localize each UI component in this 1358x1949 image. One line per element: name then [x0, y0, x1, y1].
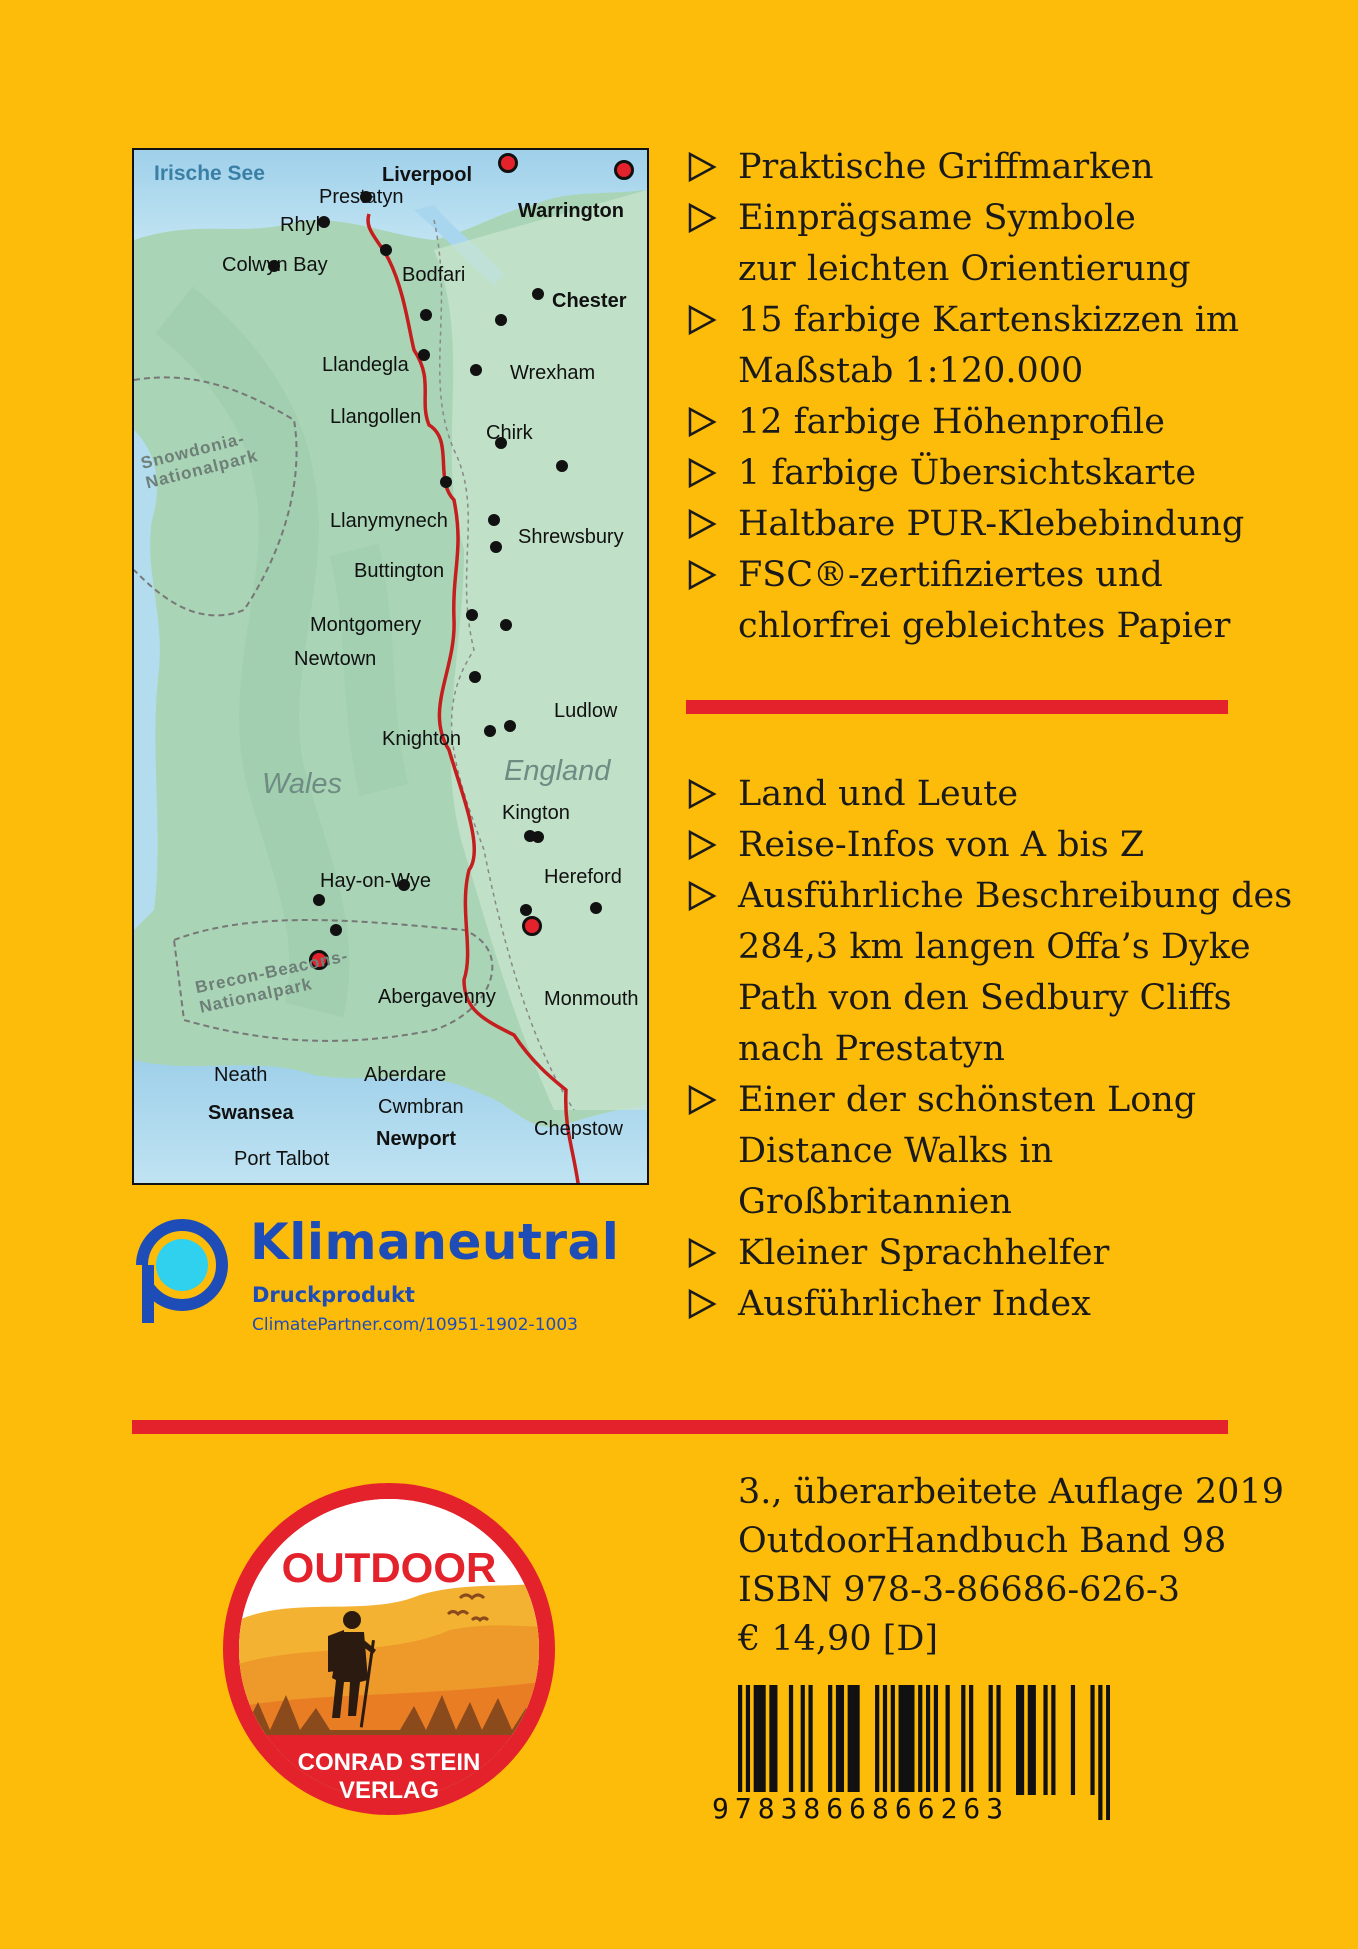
town-marker	[504, 720, 516, 732]
place-label: Hereford	[544, 866, 622, 888]
feature-line: 1 farbige Übersichtskarte	[738, 453, 1197, 493]
town-marker	[418, 349, 430, 361]
barcode-bar	[789, 1685, 793, 1795]
triangle-bullet-icon	[686, 1288, 718, 1320]
place-label: Knighton	[382, 728, 461, 750]
divider-bottom	[132, 1420, 1228, 1434]
place-label: Newport	[376, 1128, 456, 1150]
barcode-bar	[899, 1685, 903, 1795]
barcode-bar	[1043, 1685, 1047, 1795]
feature-line: Praktische Griffmarken	[738, 147, 1154, 187]
town-marker	[488, 514, 500, 526]
barcode-bar	[1071, 1685, 1075, 1795]
barcode-bar	[840, 1685, 844, 1795]
barcode-bar	[875, 1685, 879, 1795]
barcode-bar	[828, 1685, 832, 1795]
barcode-bar	[1051, 1685, 1055, 1795]
barcode-bar	[1016, 1685, 1020, 1795]
triangle-bullet-icon	[686, 304, 718, 336]
place-label: Ludlow	[554, 700, 618, 722]
town-marker	[466, 609, 478, 621]
feature-item	[686, 820, 1292, 871]
town-marker	[556, 460, 568, 472]
barcode-bar	[855, 1685, 859, 1795]
triangle-bullet-icon	[686, 151, 718, 183]
barcode-bar	[1028, 1685, 1032, 1795]
city-marker	[498, 153, 518, 173]
feature-line: zur leichten Orientierung	[738, 249, 1191, 289]
place-label: Monmouth	[544, 988, 639, 1010]
badge-line1-text: CONRAD STEIN	[297, 1749, 481, 1776]
place-label: Cwmbran	[378, 1096, 464, 1118]
feature-line: Path von den Sedbury Cliffs	[738, 978, 1232, 1018]
barcode-bar	[906, 1685, 910, 1795]
edition-text: 3., überarbeitete Auflage 2019	[738, 1472, 1284, 1512]
town-marker	[380, 244, 392, 256]
place-label: Hay-on-Wye	[320, 870, 431, 892]
town-marker	[440, 476, 452, 488]
feature-line: Distance Walks in	[738, 1131, 1054, 1171]
barcode-bar	[754, 1685, 758, 1795]
barcode-bar	[934, 1685, 938, 1795]
place-label: Bodfari	[402, 264, 466, 286]
barcode-bar	[769, 1685, 773, 1795]
triangle-bullet-icon	[686, 406, 718, 438]
sea-label: Irische See	[154, 162, 265, 185]
barcode-bar	[891, 1685, 895, 1795]
feature-line: 12 farbige Höhenprofile	[738, 402, 1165, 442]
barcode-bar	[852, 1685, 856, 1795]
place-label: Colwyn Bay	[222, 254, 328, 276]
place-label: Wrexham	[510, 362, 596, 384]
klimaneutral-url: ClimatePartner.com/10951-1902-1003	[252, 1315, 578, 1335]
climate-partner-icon	[132, 1215, 236, 1325]
price-text: € 14,90 [D]	[738, 1619, 939, 1659]
triangle-bullet-icon	[686, 880, 718, 912]
place-label: Chirk	[486, 422, 533, 444]
place-label: Newtown	[294, 648, 377, 670]
barcode-bar	[836, 1685, 840, 1795]
barcode-bar	[989, 1685, 993, 1795]
feature-item	[686, 1075, 1292, 1228]
town-marker	[484, 725, 496, 737]
feature-item	[686, 448, 1244, 499]
feature-list-top	[686, 142, 1244, 652]
feature-item	[686, 193, 1244, 295]
feature-line: Kleiner Sprachhelfer	[738, 1233, 1110, 1273]
place-label: Shrewsbury	[518, 526, 624, 548]
feature-item	[686, 142, 1244, 193]
barcode-bar	[848, 1685, 852, 1795]
barcode-bar	[1090, 1685, 1094, 1795]
region-label-england: England	[504, 755, 611, 787]
place-label: Buttington	[354, 560, 445, 582]
town-marker	[532, 288, 544, 300]
place-label: Llangollen	[330, 406, 422, 428]
town-marker	[590, 902, 602, 914]
series-text: OutdoorHandbuch Band 98	[738, 1521, 1227, 1561]
feature-item	[686, 1228, 1292, 1279]
place-label: Chester	[552, 290, 627, 312]
triangle-bullet-icon	[686, 1237, 718, 1269]
triangle-bullet-icon	[686, 202, 718, 234]
barcode-bar	[808, 1685, 812, 1795]
town-marker	[490, 541, 502, 553]
barcode-bar	[1032, 1685, 1036, 1795]
city-marker	[522, 916, 542, 936]
divider-top	[686, 700, 1228, 714]
town-marker	[470, 364, 482, 376]
triangle-bullet-icon	[686, 778, 718, 810]
feature-line: Reise-Infos von A bis Z	[738, 825, 1145, 865]
triangle-bullet-icon	[686, 1084, 718, 1116]
klimaneutral-logo	[132, 1215, 652, 1345]
place-label: Abergavenny	[378, 986, 496, 1008]
place-label: Kington	[502, 802, 570, 824]
isbn-text: ISBN 978-3-86686-626-3	[738, 1570, 1181, 1610]
feature-line: Ausführlicher Index	[738, 1284, 1091, 1324]
barcode-digits	[712, 1792, 1112, 1825]
feature-line: Großbritannien	[738, 1182, 1012, 1222]
place-label: Aberdare	[364, 1064, 447, 1086]
town-marker	[495, 314, 507, 326]
outdoor-badge	[220, 1480, 558, 1818]
barcode-bar	[946, 1685, 950, 1795]
badge-top-text: OUTDOOR	[281, 1544, 497, 1591]
place-label: Montgomery	[310, 614, 422, 636]
triangle-bullet-icon	[686, 559, 718, 591]
triangle-bullet-icon	[686, 508, 718, 540]
feature-item	[686, 871, 1292, 1075]
feature-item	[686, 1279, 1292, 1330]
place-label: Llanymynech	[330, 510, 448, 532]
place-label: Prestatyn	[319, 186, 404, 208]
place-label: Liverpool	[382, 164, 473, 186]
town-marker	[532, 831, 544, 843]
barcode-bar	[1020, 1685, 1024, 1795]
barcode-bar	[902, 1685, 906, 1795]
place-label: Swansea	[208, 1102, 294, 1124]
town-marker	[500, 619, 512, 631]
feature-item	[686, 499, 1244, 550]
publication-info	[738, 1468, 1284, 1664]
feature-line: Einprägsame Symbole	[738, 198, 1136, 238]
barcode-bar	[883, 1685, 887, 1795]
place-label: Warrington	[518, 200, 624, 222]
barcode-bar	[801, 1685, 805, 1795]
feature-line: Ausführliche Beschreibung des	[738, 876, 1293, 916]
badge-line2-text: VERLAG	[338, 1777, 440, 1804]
barcode-bar	[969, 1685, 973, 1795]
place-label: Chepstow	[534, 1118, 623, 1140]
feature-line: Haltbare PUR-Klebebindung	[738, 504, 1245, 544]
feature-line: Maßstab 1:120.000	[738, 351, 1084, 391]
barcode-bar	[961, 1685, 965, 1795]
feature-line: 284,3 km langen Offa’s Dyke	[738, 927, 1251, 967]
feature-item	[686, 769, 1292, 820]
town-marker	[469, 671, 481, 683]
feature-line: Land und Leute	[738, 774, 1019, 814]
town-marker	[420, 309, 432, 321]
klimaneutral-title: Klimaneutral	[250, 1213, 620, 1271]
feature-item	[686, 397, 1244, 448]
place-label: Rhyl	[280, 214, 321, 236]
place-label: Llandegla	[322, 354, 409, 376]
feature-item	[686, 295, 1244, 397]
feature-line: 15 farbige Kartenskizzen im	[738, 300, 1240, 340]
park-label-brecon: Brecon-Beacons- Nationalpark	[193, 946, 350, 1017]
city-marker	[614, 160, 634, 180]
feature-line: Einer der schönsten Long	[738, 1080, 1197, 1120]
region-label-wales: Wales	[262, 768, 343, 800]
feature-line: chlorfrei gebleichtes Papier	[738, 606, 1231, 646]
town-marker	[520, 904, 532, 916]
route-map	[132, 148, 649, 1185]
barcode-digits-text: 9783866866263	[712, 1792, 1010, 1825]
barcode-bar	[761, 1685, 765, 1795]
town-marker	[330, 924, 342, 936]
triangle-bullet-icon	[686, 829, 718, 861]
barcode-bar	[758, 1685, 762, 1795]
place-label: Neath	[214, 1064, 268, 1086]
park-label-snowdonia: Snowdonia- Nationalpark	[138, 428, 260, 493]
feature-line: nach Prestatyn	[738, 1029, 1005, 1069]
place-label: Port Talbot	[234, 1148, 330, 1170]
klimaneutral-subtitle: Druckprodukt	[252, 1283, 415, 1307]
feature-line: FSC®-zertifiziertes und	[738, 555, 1163, 595]
barcode-bar	[910, 1685, 914, 1795]
town-marker	[313, 894, 325, 906]
feature-item	[686, 550, 1244, 652]
barcode-bar	[773, 1685, 777, 1795]
triangle-bullet-icon	[686, 457, 718, 489]
barcode-bar	[996, 1685, 1000, 1795]
feature-list-bottom	[686, 769, 1292, 1330]
